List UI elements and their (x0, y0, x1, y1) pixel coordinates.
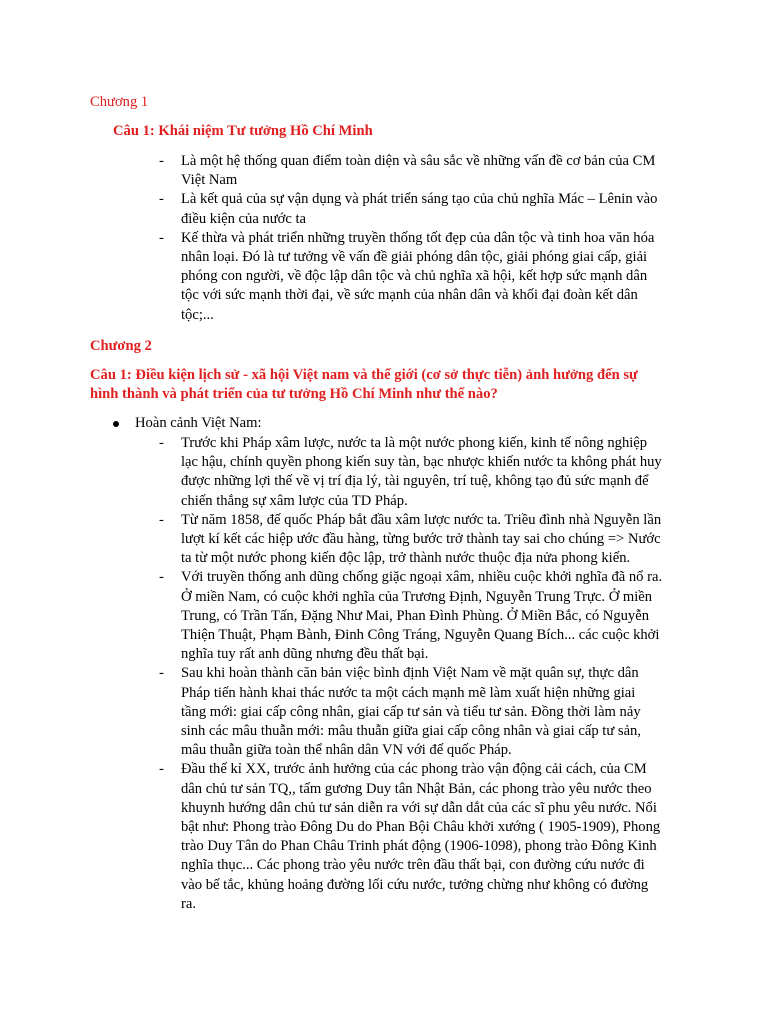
list-item-line: vào bế tắc, khủng hoảng đường lối cứu nước, tưởng chừng như không có đường (181, 876, 649, 893)
list-item-line: Ở miền Nam, có cuộc khởi nghĩa của Trương Định, Nguyễn Trung Trực. Ở miền (181, 588, 653, 605)
list-item-line: Trước khi Pháp xâm lược, nước ta là một nước phong kiến, kinh tế nông nghiệp (181, 435, 648, 451)
question-title-line: Câu 1: Điều kiện lịch sử - xã hội Việt nam và thế giới (cơ sở thực tiễn) ảnh hưởng đến sự (90, 367, 638, 383)
dash-marker: - (159, 229, 164, 246)
chapter-1-heading: Chương 1 (90, 94, 149, 110)
bullet-dot-icon (113, 421, 119, 427)
chapter-2-heading: Chương 2 (90, 338, 152, 354)
list-item-line: lạc hậu, chính quyền phong kiến suy tàn, bạc nhược khiến nước ta không phát huy (181, 454, 662, 471)
dash-marker: - (159, 435, 164, 451)
list-item-line: Từ năm 1858, đế quốc Pháp bắt đầu xâm lược nước ta. Triều đình nhà Nguyễn lần (181, 511, 662, 528)
list-item-line: Pháp tiến hành khai thác nước ta một cách mạnh mẽ làm xuất hiện những giai (181, 684, 636, 701)
list-item (159, 152, 681, 190)
list-item-line: dân chủ tư sản TQ,, tấm gương Duy tân Nhật Bản, các phong trào yêu nước theo (181, 780, 652, 797)
list-item-line: sinh các mâu thuẫn mới: mâu thuẫn giữa giai cấp công nhân và giai cấp tư sản, (181, 723, 641, 740)
list-item-line: ta từ một nước phong kiến độc lập, trở thành nước thuộc địa nửa phong kiến. (181, 550, 631, 567)
dash-marker: - (159, 191, 164, 208)
dash-marker: - (159, 761, 164, 778)
list-item-line: Việt Nam (181, 172, 238, 189)
question-title-line: hình thành và phát triển của tư tưởng Hồ Chí Minh như thế nào? (90, 386, 498, 403)
list-item-line: bật như: Phong trào Đông Du do Phan Bội Châu khởi xướng ( 1905-1909), Phong (181, 819, 661, 836)
list-item-line: được những lợi thế về vị trí địa lý, tài nguyên, trí tuệ, không tạo đủ sức mạnh để (181, 473, 649, 490)
list-item-line: Thiện Thuật, Phạm Bành, Đinh Công Tráng, Nguyễn Quang Bích... các cuộc khởi (181, 627, 660, 644)
chapter-1-question-1-title: Câu 1: Khái niệm Tư tưởng Hồ Chí Minh (113, 123, 373, 139)
dash-marker: - (159, 511, 164, 528)
dash-marker: - (159, 153, 164, 169)
chapter-2-dash-list (159, 434, 681, 914)
list-item-line: điều kiện của nước ta (181, 210, 307, 227)
list-item-line: chiến thắng sự xâm lược của TD Pháp. (181, 492, 408, 509)
dash-marker: - (159, 665, 164, 682)
list-item-line: Đầu thế kỉ XX, trước ảnh hưởng của các phong trào vận động cải cách, của CM (181, 761, 647, 778)
chapter-2-question-1-title (90, 366, 670, 404)
list-item-line: Là kết quả của sự vận dụng và phát triển sáng tạo của chủ nghĩa Mác – Lênin vào (181, 191, 658, 208)
dash-marker: - (159, 569, 164, 586)
list-item-line: khuynh hướng dân chủ tư sản diễn ra với sự dẫn dắt của các sĩ phu yêu nước. Nổi (181, 799, 657, 816)
list-item (159, 568, 681, 664)
list-item-line: lượt kí kết các hiệp ước đầu hàng, từng bước trở thành tay sai cho chúng => Nước (181, 531, 661, 548)
list-item (159, 434, 681, 511)
list-item-line: trào Duy Tân do Phan Châu Trinh phát động (1906-1098), phong trào Đông Kinh (181, 838, 657, 855)
list-item (159, 664, 681, 760)
list-item (159, 229, 681, 325)
list-item-line: Kế thừa và phát triển những truyền thống tốt đẹp của dân tộc và tinh hoa văn hóa (181, 229, 655, 246)
list-item-line: Trung, có Trần Tấn, Đặng Như Mai, Phan Đình Phùng. Ở Miền Bắc, có Nguyễn (181, 607, 649, 624)
list-item-line: phóng con người, về độc lập dân tộc và chủ nghĩa xã hội, kết hợp sức mạnh dân (181, 268, 648, 285)
list-item-line: nghĩa tuy rất anh dũng nhưng đều thất bại. (181, 646, 429, 663)
list-item (159, 190, 681, 228)
list-item (159, 760, 681, 914)
list-item-line: nghĩa thục... Các phong trào yêu nước trên đầu thất bại, con đường cứu nước đi (181, 857, 645, 874)
list-item-line: tộc với sức mạnh thời đại, về sức mạnh của nhân dân và khối đại đoàn kết dân (181, 287, 638, 304)
list-item-line: tầng mới: giai cấp công nhân, giai cấp tư sản và tiểu tư sản. Đồng thời làm nảy (181, 703, 641, 720)
list-item (159, 511, 681, 569)
list-item-line: nhân loại. Đó là tư tưởng về vấn đề giải phóng dân tộc, giải phóng giai cấp, giải (181, 249, 648, 266)
chapter-1-dash-list (159, 152, 681, 325)
bullet-text: Hoàn cảnh Việt Nam: (135, 415, 262, 431)
list-item-line: tộc;... (181, 306, 214, 323)
list-item-line: ra. (181, 895, 196, 912)
list-item-line: Là một hệ thống quan điểm toàn diện và sâu sắc về những vấn đề cơ bản của CM (181, 153, 656, 169)
list-item-line: Sau khi hoàn thành căn bản việc bình định Việt Nam về mặt quân sự, thực dân (181, 665, 639, 682)
list-item-line: mâu thuẫn giữa toàn thể nhân dân VN với đế quốc Pháp. (181, 742, 512, 759)
list-item-line: Với truyền thống anh dũng chống giặc ngoại xâm, nhiều cuộc khởi nghĩa đã nổ ra. (181, 569, 663, 586)
